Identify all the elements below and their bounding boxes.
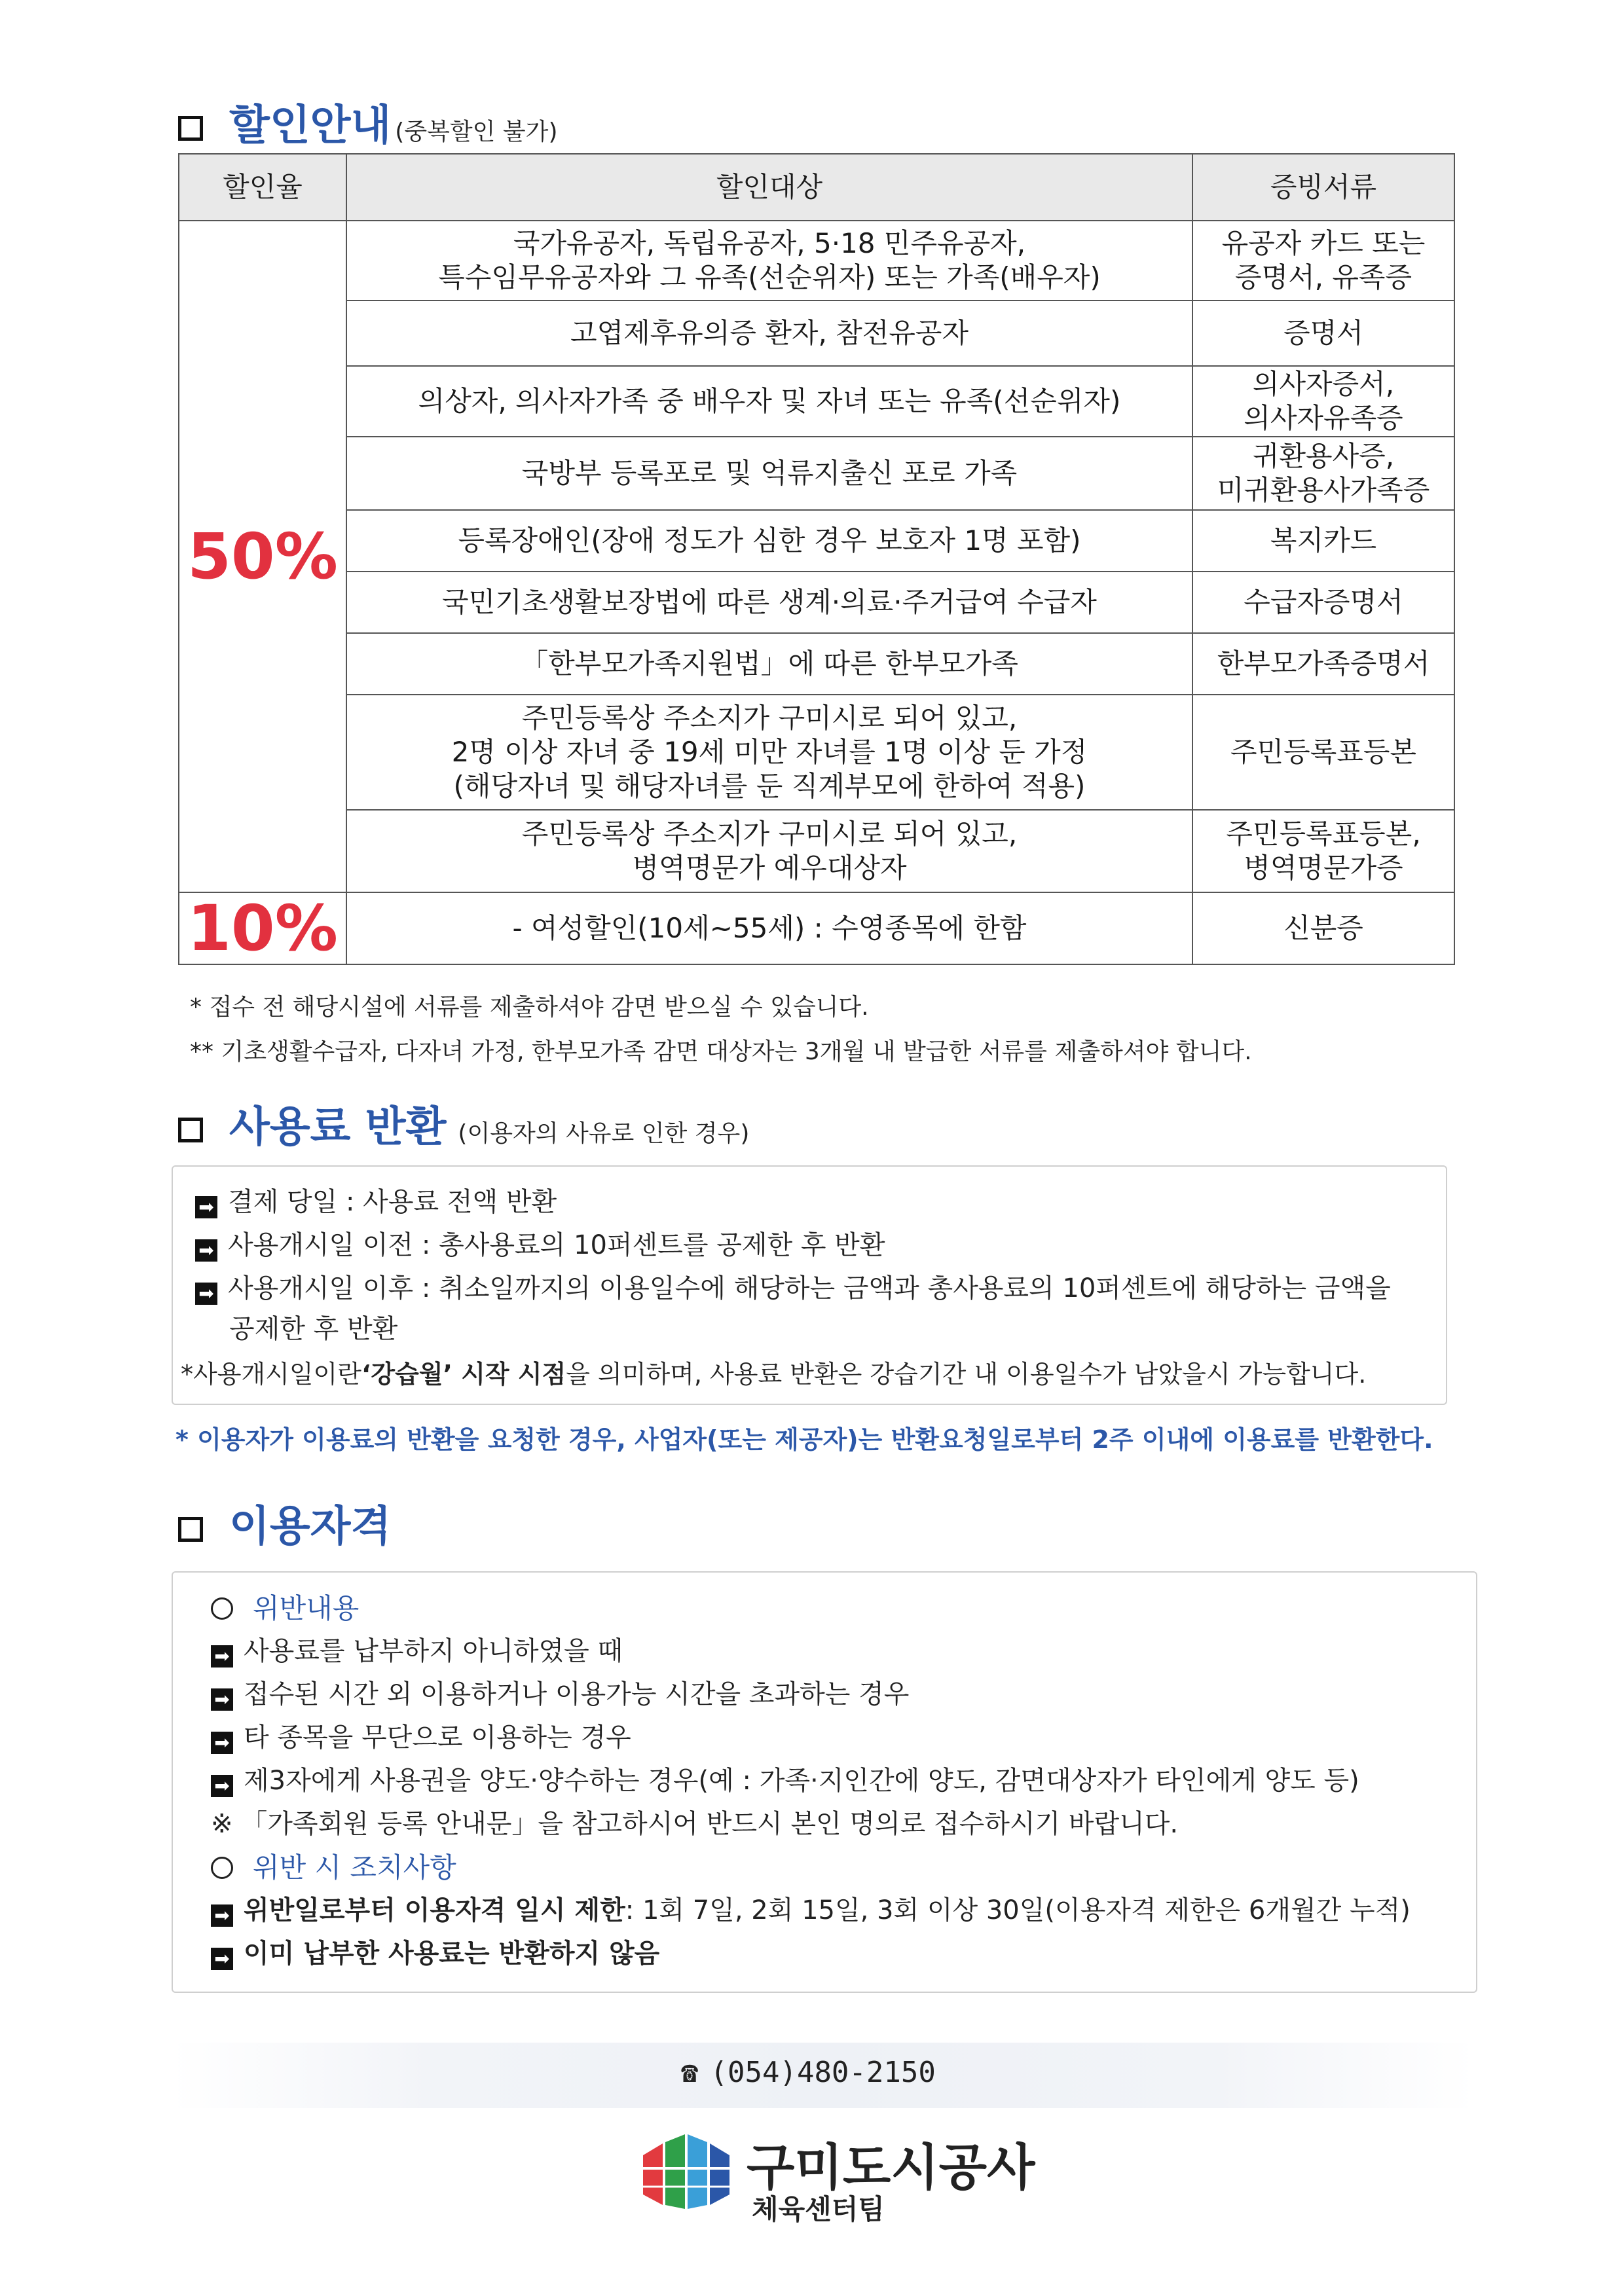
list-item: ➡ 사용개시일 이후 : 취소일까지의 이용일수에 해당하는 금액과 총사용료의 10퍼센트에 해당하는 금액을 [195, 1267, 1391, 1305]
eligibility-panel [172, 1571, 1477, 1993]
table-row [179, 366, 1454, 437]
arrow-right-icon: ➡ [195, 1239, 217, 1262]
target-cell: 주민등록상 주소지가 구미시로 되어 있고, 2명 이상 자녀 중 19세 미만 자녀를 1명 이상 둔 가정 (해당자녀 및 해당자녀를 둔 직계부모에 한하여 적용) [346, 695, 1192, 810]
list-item-continuation: 공제한 후 반환 [229, 1314, 398, 1344]
refund-footnote: *사용개시일이란 ‘강습월’ 시작 시점 을 의미하며, 사용료 반환은 강습기간 내 이용일수가 남았을시 가능합니다. [181, 1360, 1367, 1389]
arrow-right-icon: ➡ [211, 1904, 233, 1927]
document-cell: 한부모가족증명서 [1192, 633, 1454, 695]
rate-50-cell: 50% [179, 221, 346, 892]
arrow-right-icon: ➡ [211, 1948, 233, 1970]
list-item: ➡ 타 종목을 무단으로 이용하는 경우 [211, 1717, 631, 1754]
header-target: 할인대상 [346, 154, 1192, 221]
document-cell: 신분증 [1192, 892, 1454, 964]
discount-note-2: ** 기초생활수급자, 다자녀 가정, 한부모가족 감면 대상자는 3개월 내 발급한 서류를 제출하셔야 합니다. [190, 1038, 1252, 1065]
arrow-right-icon: ➡ [211, 1645, 233, 1667]
table-row [179, 510, 1454, 572]
target-cell: 「한부모가족지원법」에 따른 한부모가족 [346, 633, 1192, 695]
table-header-row [179, 154, 1454, 221]
target-cell: 등록장애인(장애 정도가 심한 경우 보호자 1명 포함) [346, 510, 1192, 572]
discount-table [178, 153, 1455, 965]
list-item: ➡ 위반일로부터 이용자격 일시 제한 : 1회 7일, 2회 15일, 3회 이상 30일(이용자격 제한은 6개월간 누적) [211, 1889, 1411, 1927]
list-item: ➡ 제3자에게 사용권을 양도·양수하는 경우(예 : 가족·지인간에 양도, 감면대상자가 타인에게 양도 등) [211, 1760, 1359, 1797]
checkbox-square-icon [178, 1118, 203, 1142]
target-cell: 국민기초생활보장법에 따른 생계·의료·주거급여 수급자 [346, 572, 1192, 633]
org-logo [640, 2129, 732, 2217]
phone-icon: ☎ [681, 2056, 699, 2089]
table-row [179, 633, 1454, 695]
table-row [179, 301, 1454, 366]
table-row [179, 437, 1454, 510]
list-item: ➡ 접수된 시간 외 이용하거나 이용가능 시간을 초과하는 경우 [211, 1673, 909, 1711]
arrow-right-icon: ➡ [211, 1732, 233, 1754]
target-cell: 주민등록상 주소지가 구미시로 되어 있고, 병역명문가 예우대상자 [346, 810, 1192, 892]
target-cell: 고엽제후유의증 환자, 참전유공자 [346, 301, 1192, 366]
list-item: ➡ 이미 납부한 사용료는 반환하지 않음 [211, 1933, 659, 1970]
refund-section-title [178, 1093, 749, 1154]
document-cell: 의사자증서, 의사자유족증 [1192, 366, 1454, 437]
target-cell: - 여성할인(10세~55세) : 수영종목에 한함 [346, 892, 1192, 964]
org-team: 체육센터팀 [752, 2193, 885, 2225]
target-cell: 의상자, 의사자가족 중 배우자 및 자녀 또는 유족(선순위자) [346, 366, 1192, 437]
table-row [179, 572, 1454, 633]
phone-line [681, 2056, 936, 2089]
org-name: 구미도시공사 [747, 2138, 1035, 2196]
circle-bullet-icon [211, 1597, 233, 1620]
table-row [179, 221, 1454, 301]
phone-number: (054)480-2150 [710, 2056, 936, 2089]
arrow-right-icon: ➡ [211, 1688, 233, 1711]
arrow-right-icon: ➡ [211, 1775, 233, 1797]
discount-section-title [178, 92, 558, 152]
circle-bullet-icon [211, 1857, 233, 1879]
refund-panel [172, 1165, 1447, 1405]
header-document: 증빙서류 [1192, 154, 1454, 221]
checkbox-square-icon [178, 1517, 203, 1542]
discount-title-note: (중복할인 불가) [395, 118, 558, 145]
violation-heading: 위반내용 [211, 1587, 359, 1626]
list-item: ➡ 사용개시일 이전 : 총사용료의 10퍼센트를 공제한 후 반환 [195, 1224, 885, 1262]
header-rate: 할인율 [179, 154, 346, 221]
document-cell: 주민등록표등본 [1192, 695, 1454, 810]
table-row [179, 695, 1454, 810]
eligibility-section-title [178, 1493, 391, 1553]
document-cell: 복지카드 [1192, 510, 1454, 572]
discount-title: 할인안내 [229, 101, 392, 150]
checkbox-square-icon [178, 116, 203, 141]
target-cell: 국방부 등록포로 및 억류지출신 포로 가족 [346, 437, 1192, 510]
refund-title: 사용료 반환 [229, 1103, 447, 1152]
document-cell: 수급자증명서 [1192, 572, 1454, 633]
table-row [179, 892, 1454, 964]
action-heading: 위반 시 조치사항 [211, 1846, 456, 1886]
arrow-right-icon: ➡ [195, 1196, 217, 1218]
document-cell: 증명서 [1192, 301, 1454, 366]
document-cell: 주민등록표등본, 병역명문가증 [1192, 810, 1454, 892]
list-item: ➡ 결제 당일 : 사용료 전액 반환 [195, 1181, 557, 1218]
list-item: ➡ 사용료를 납부하지 아니하였을 때 [211, 1630, 623, 1667]
refund-title-note: (이용자의 사유로 인한 경우) [458, 1120, 750, 1147]
rate-10-cell: 10% [179, 892, 346, 964]
arrow-right-icon: ➡ [195, 1283, 217, 1305]
refund-blue-note: * 이용자가 이용료의 반환을 요청한 경우, 사업자(또는 제공자)는 반환요청일로부터 2주 이내에 이용료를 반환한다. [175, 1425, 1433, 1454]
reference-note: ※ 「가족회원 등록 안내문」을 참고하시어 반드시 본인 명의로 접수하시기 바랍니다. [211, 1809, 1179, 1839]
gumi-logo-icon [640, 2129, 732, 2214]
target-cell: 국가유공자, 독립유공자, 5·18 민주유공자, 특수임무유공자와 그 유족(선순위자) 또는 가족(배우자) [346, 221, 1192, 301]
table-row [179, 810, 1454, 892]
discount-note-1: * 접수 전 해당시설에 서류를 제출하셔야 감면 받으실 수 있습니다. [190, 994, 869, 1021]
document-cell: 귀환용사증, 미귀환용사가족증 [1192, 437, 1454, 510]
eligibility-title: 이용자격 [229, 1503, 392, 1551]
document-cell: 유공자 카드 또는 증명서, 유족증 [1192, 221, 1454, 301]
